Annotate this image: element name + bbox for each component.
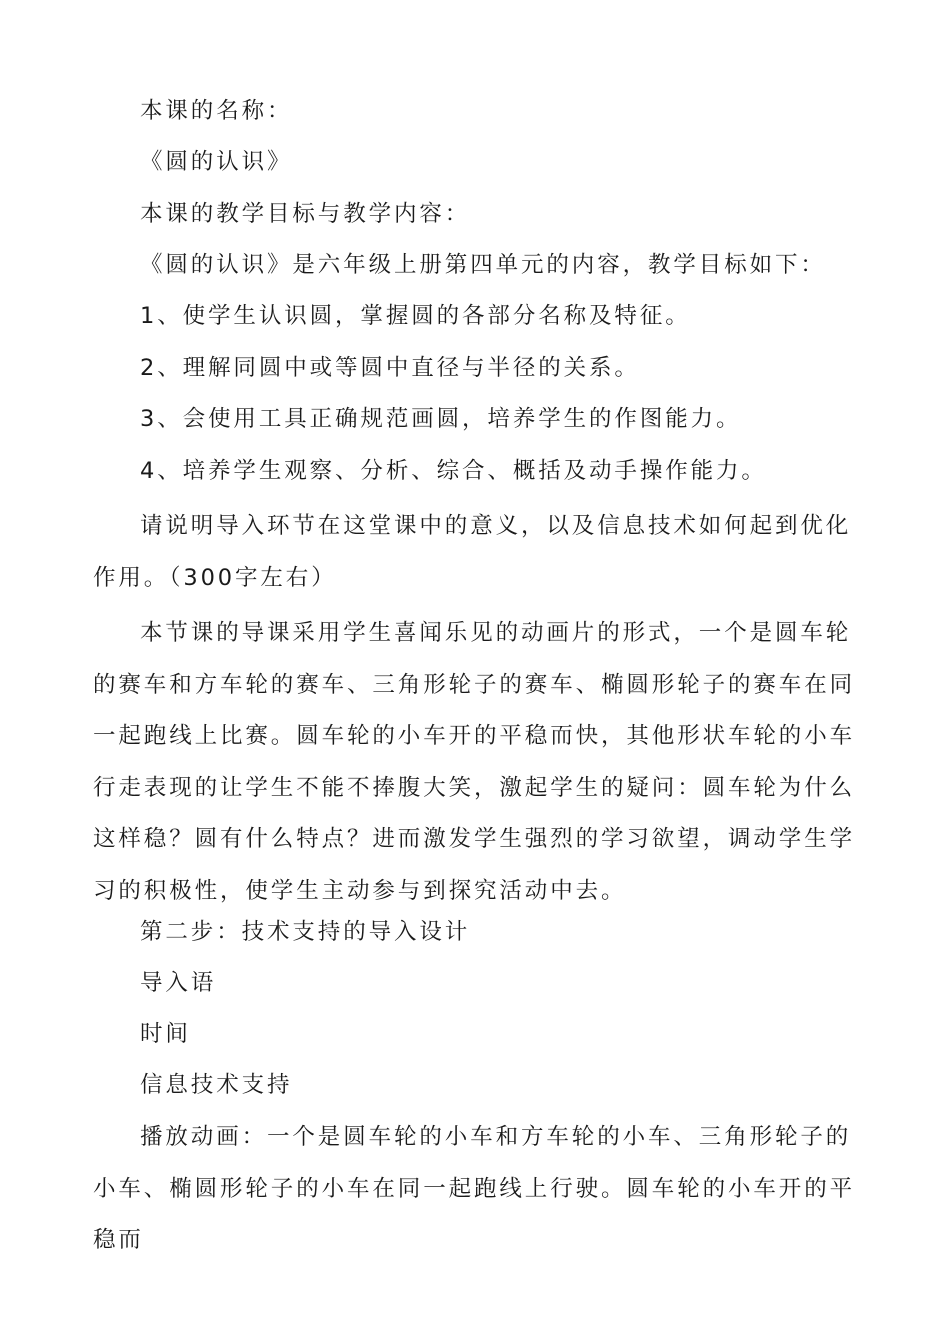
animation-paragraph: 播放动画：一个是圆车轮的小车和方车轮的小车、三角形轮子的小车、椭圆形轮子的小车在同一起跑线上行驶。圆车轮的小车开的平稳而 xyxy=(93,1124,856,1253)
goal-item-3: 3、会使用工具正确规范画圆，培养学生的作图能力。 xyxy=(140,406,742,432)
goals-intro: 《圆的认识》是六年级上册第四单元的内容，教学目标如下： xyxy=(140,252,826,278)
column-intro: 导入语 xyxy=(140,970,217,996)
column-time: 时间 xyxy=(140,1021,191,1047)
lesson-name-label: 本课的名称： xyxy=(140,98,293,124)
answer-paragraph: 本节课的导课采用学生喜闻乐见的动画片的形式，一个是圆车轮的赛车和方车轮的赛车、三角形轮子的赛车、椭圆形轮子的赛车在同一起跑线上比赛。圆车轮的小车开的平稳而快，其他形状车轮的小车行走表现的让学生不能不捧腹大笑，激起学生的疑问：圆车轮为什么这样稳？圆有什么特点？进而激发学生强烈的学习欲望，调动学生学习的积极性，使学生主动参与到探究活动中去。 xyxy=(93,620,856,904)
goal-item-1: 1、使学生认识圆，掌握圆的各部分名称及特征。 xyxy=(140,303,691,329)
question-paragraph: 请说明导入环节在这堂课中的意义，以及信息技术如何起到优化作用。（300字左右） xyxy=(93,513,852,591)
step-two-heading: 第二步：技术支持的导入设计 xyxy=(140,919,471,945)
goal-item-2: 2、理解同圆中或等圆中直径与半径的关系。 xyxy=(140,355,640,381)
column-it-support: 信息技术支持 xyxy=(140,1072,293,1098)
goals-label: 本课的教学目标与教学内容： xyxy=(140,201,471,227)
lesson-name: 《圆的认识》 xyxy=(140,149,293,175)
goal-item-4: 4、培养学生观察、分析、综合、概括及动手操作能力。 xyxy=(140,458,767,484)
